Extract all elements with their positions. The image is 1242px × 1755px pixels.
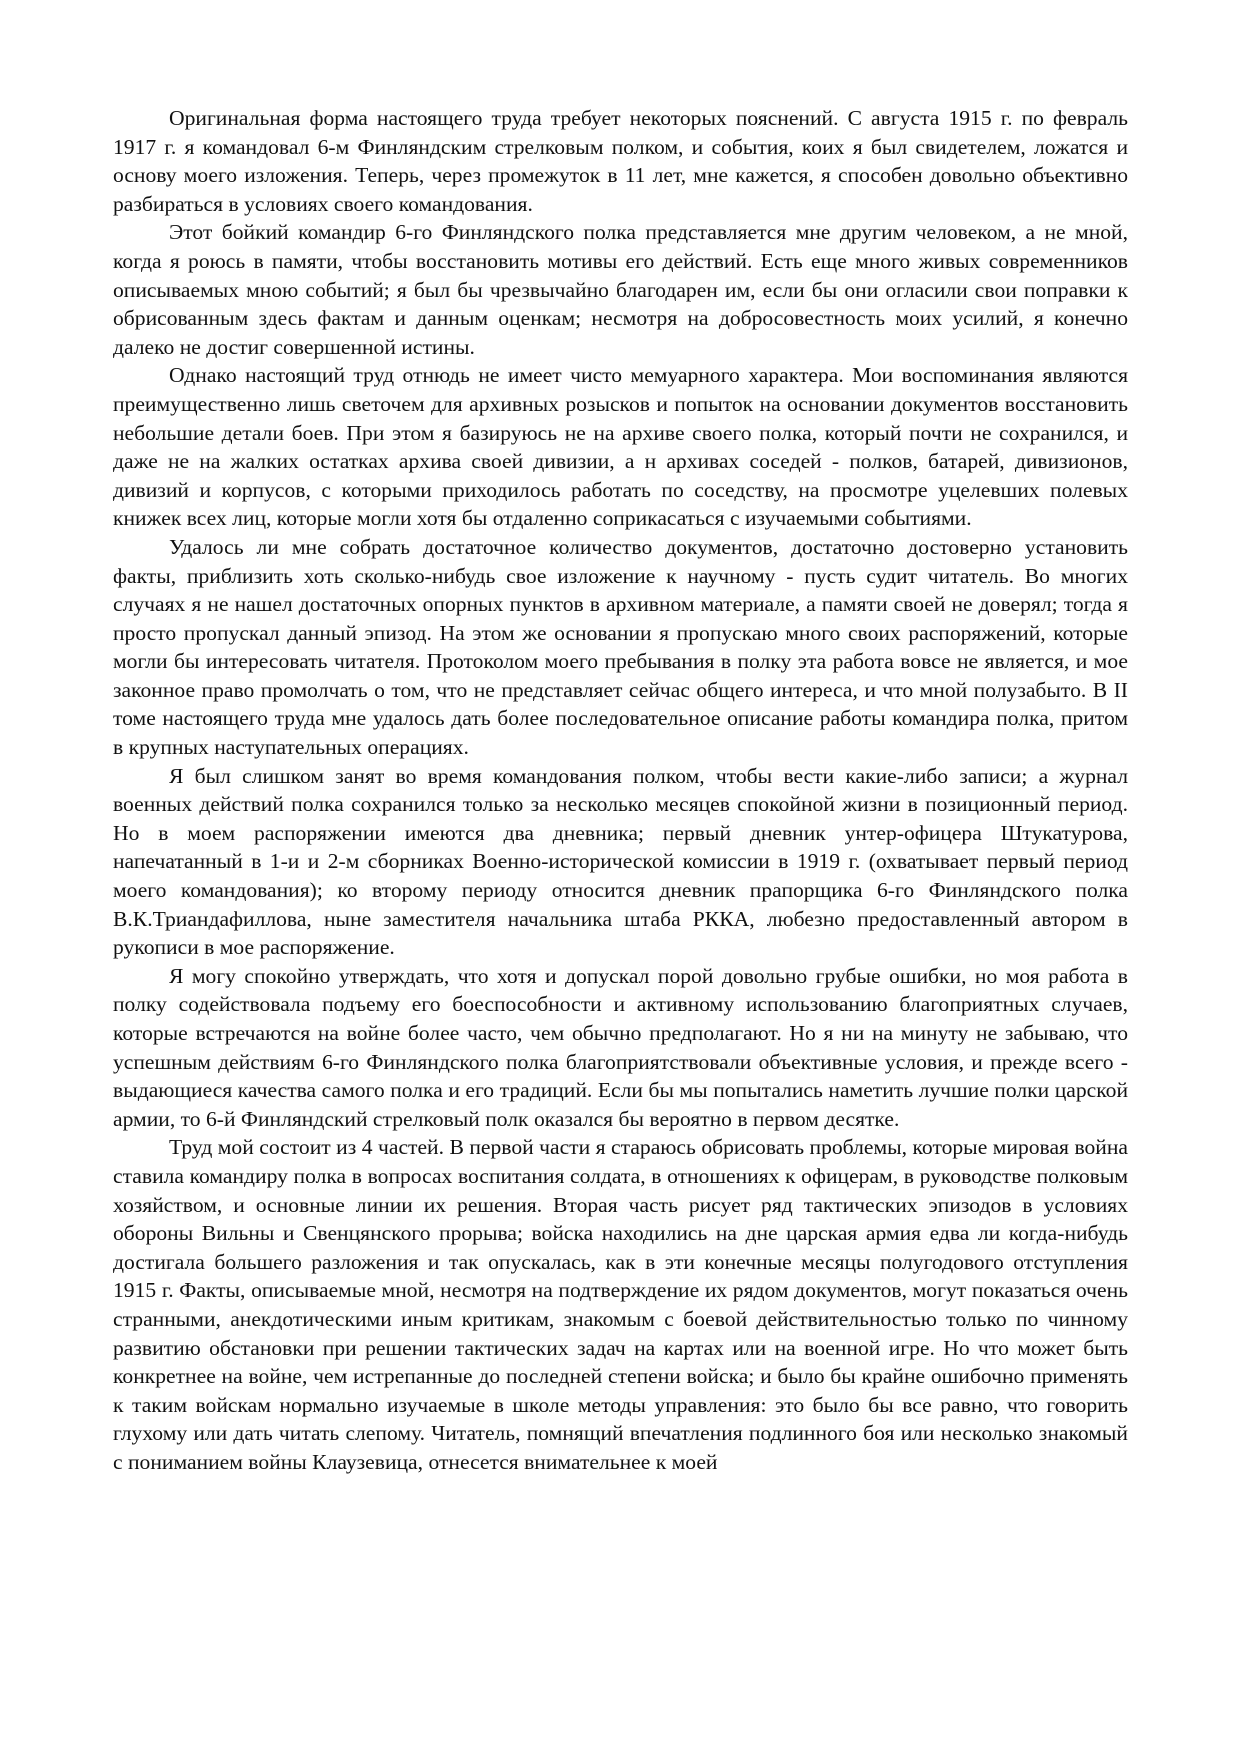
body-text [113,104,1128,1477]
paragraph-2: Этот бойкий командир 6-го Финляндского полка представляется мне другим человеком, а не мной, когда я роюсь в памяти, чтобы восстановить мотивы его действий. Есть еще много живых современников описываемых мною событий; я был бы чрезвычайно благодарен им, если бы они огласили свои поправки к обрисованным здесь фактам и данным оценкам; несмотря на добросовестность моих усилий, я конечно далеко не достиг совершенной истины. [113,220,1128,359]
paragraph-3: Однако настоящий труд отнюдь не имеет чисто мемуарного характера. Мои воспоминания являются преимущественно лишь светочем для архивных розысков и попыток на основании документов восстановить небольшие детали боев. При этом я базируюсь не на архиве своего полка, который почти не сохранился, и даже не на жалких остатках архива своей дивизии, а н архивах соседей - полков, батарей, дивизионов, дивизий и корпусов, с которыми приходилось работать по соседству, на просмотре уцелевших полевых книжек всех лиц, которые могли хотя бы отдаленно соприкасаться с изучаемыми событиями. [113,363,1128,531]
paragraph-5: Я был слишком занят во время командования полком, чтобы вести какие-либо записи; а журнал военных действий полка сохранился только за несколько месяцев спокойной жизни в позиционный период. Но в моем распоряжении имеются два дневника; первый дневник унтер-офицера Штукатурова, напечатанный в 1-и и 2-м сборниках Военно-исторической комиссии в 1919 г. (охватывает первый период моего командования); ко второму периоду относится дневник прапорщика 6-го Финляндского полка В.К.Триандафиллова, ныне заместителя начальника штаба РККА, любезно предоставленный автором в рукописи в мое распоряжение. [113,763,1128,960]
paragraph-7: Труд мой состоит из 4 частей. В первой части я стараюсь обрисовать проблемы, которые мировая война ставила командиру полка в вопросах воспитания солдата, в отношениях к офицерам, в руководстве полковым хозяйством, и основные линии их решения. Вторая часть рисует ряд тактических эпизодов в условиях обороны Вильны и Свенцянского прорыва; войска находились на дне царская армия едва ли когда-нибудь достигала большего разложения и так опускалась, как в эти конечные месяцы полугодового отступления 1915 г. Факты, описываемые мной, несмотря на подтверждение их рядом документов, могут показаться очень странными, анекдотическими иным критикам, знакомым с боевой действительностью только по чинному развитию обстановки при решении тактических задач на картах или на военной игре. Но что может быть конкретнее на войне, чем истрепанные до последней степени войска; и было бы крайне ошибочно применять к таким войскам нормально изучаемые в школе методы управления: это было бы все равно, что говорить глухому или дать читать слепому. Читатель, помнящий впечатления подлинного боя или несколько знакомый с пониманием войны Клаузевица, отнесется внимательнее к моей [113,1135,1128,1474]
paragraph-4: Удалось ли мне собрать достаточное количество документов, достаточно достоверно установить факты, приблизить хоть сколько-нибудь свое изложение к научному - пусть судит читатель. Во многих случаях я не нашел достаточных опорных пунктов в архивном материале, а памяти своей не доверял; тогда я просто пропускал данный эпизод. На этом же основании я пропускаю много своих распоряжений, которые могли бы интересовать читателя. Протоколом моего пребывания в полку эта работа вовсе не является, и мое законное право промолчать о том, что не представляет сейчас общего интереса, и что мной полузабыто. В II томе настоящего труда мне удалось дать более последовательное описание работы командира полка, притом в крупных наступательных операциях. [113,534,1128,760]
paragraph-1: Оригинальная форма настоящего труда требует некоторых пояснений. С августа 1915 г. по февраль 1917 г. я командовал 6-м Финляндским стрелковым полком, и события, коих я был свидетелем, ложатся и основу моего изложения. Теперь, через промежуток в 11 лет, мне кажется, я способен довольно объективно разбираться в условиях своего командования. [113,106,1128,216]
paragraph-6: Я могу спокойно утверждать, что хотя и допускал порой довольно грубые ошибки, но моя работа в полку содействовала подъему его боеспособности и активному использованию благоприятных случаев, которые встречаются на войне более часто, чем обычно предполагают. Но я ни на минуту не забываю, что успешным действиям 6-го Финляндского полка благоприятствовали объективные условия, и прежде всего - выдающиеся качества самого полка и его традиций. Если бы мы попытались наметить лучшие полки царской армии, то 6-й Финляндский стрелковый полк оказался бы вероятно в первом десятке. [113,963,1128,1131]
